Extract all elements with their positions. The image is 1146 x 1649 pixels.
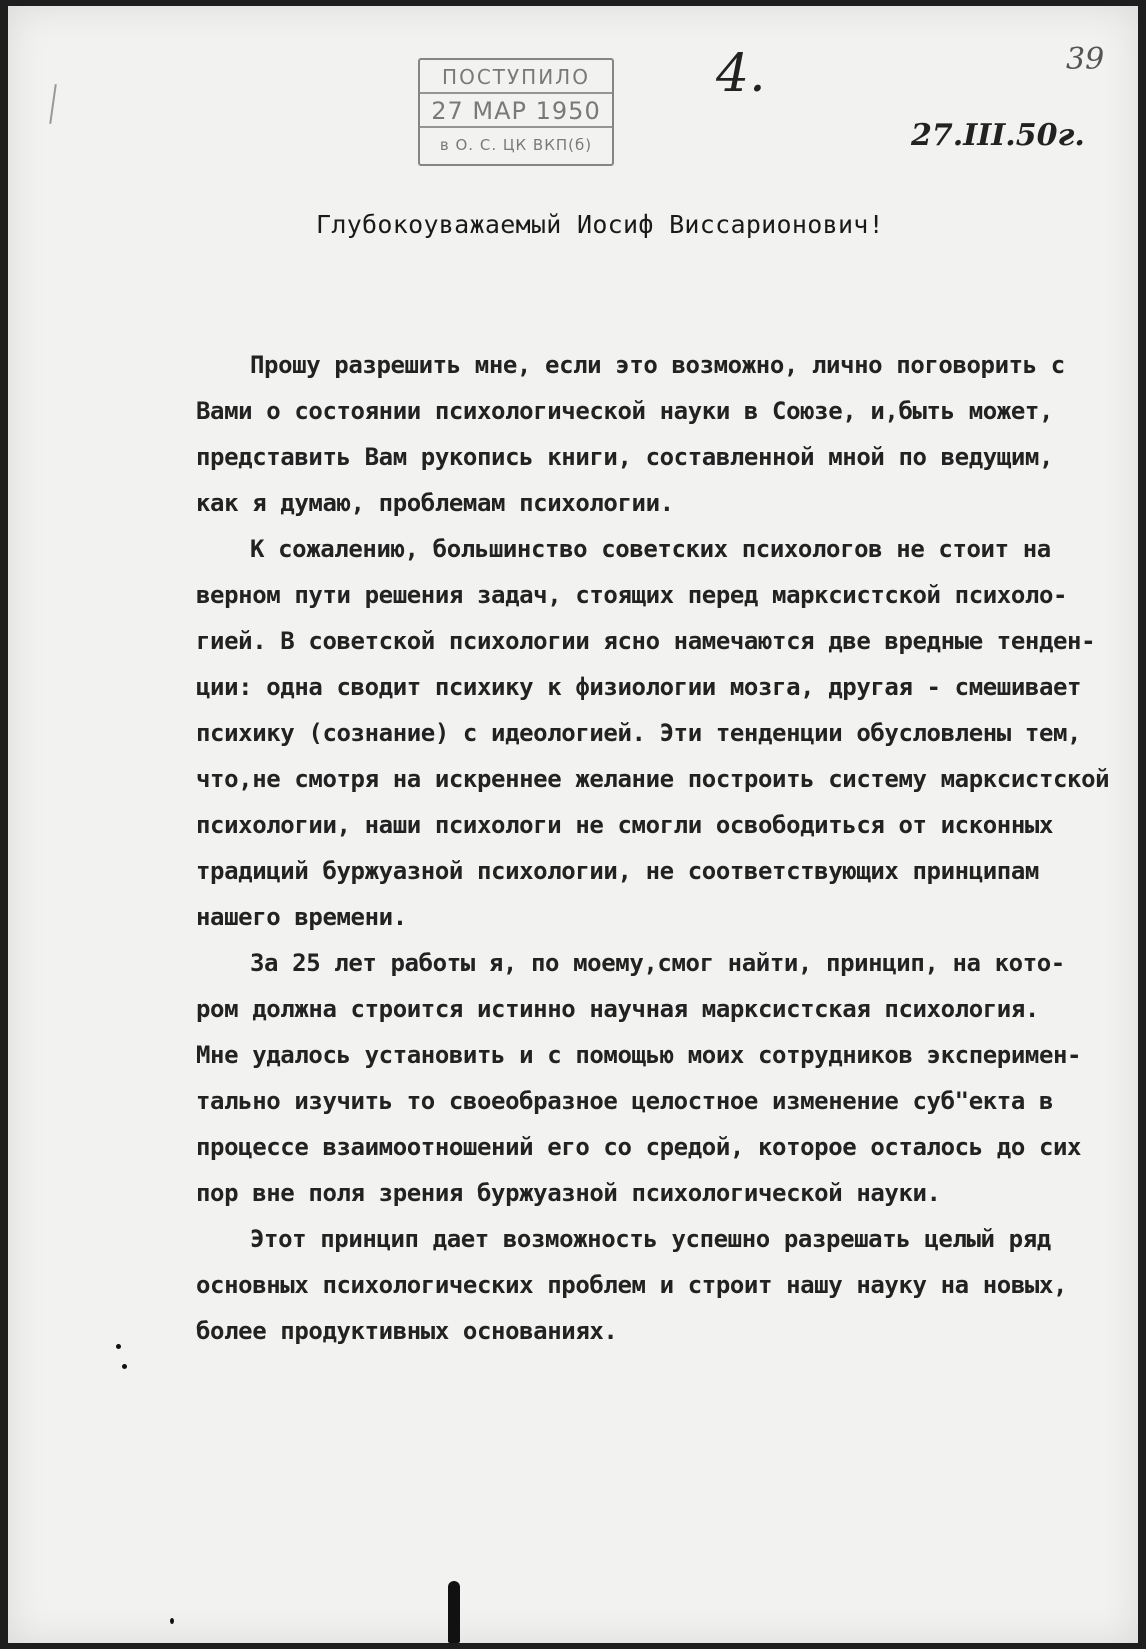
text-line: Вами о состоянии психологической науки в Союзе, и,быть может, bbox=[196, 397, 1054, 425]
text-line: ром должна строится истинно научная марксистская психология. bbox=[196, 995, 1039, 1023]
edge-mark bbox=[49, 84, 57, 124]
text-line: верном пути решения задач, стоящих перед марксистской психоло- bbox=[196, 581, 1068, 609]
paragraph-1 bbox=[196, 342, 1076, 526]
handwritten-page-number: 39 bbox=[1066, 42, 1105, 77]
handwritten-date: 27.III.50г. bbox=[911, 118, 1085, 153]
text-line: тально изучить то своеобразное целостное изменение суб"екта в bbox=[196, 1087, 1054, 1115]
text-line: ции: одна сводит психику к физиологии мозга, другая - смешивает bbox=[196, 673, 1082, 701]
text-line: психику (сознание) с идеологией. Эти тенденции обусловлены тем, bbox=[196, 719, 1082, 747]
stamp-line-date: 27 МАР 1950 bbox=[420, 94, 612, 128]
paragraph-2 bbox=[196, 526, 1110, 940]
salutation: Глубокоуважаемый Иосиф Виссарионович! bbox=[316, 210, 884, 239]
received-stamp bbox=[418, 58, 614, 166]
text-line: что,не смотря на искреннее желание построить систему марксистской bbox=[196, 765, 1110, 793]
text-line: более продуктивных основаниях. bbox=[196, 1317, 618, 1345]
text-line: нашего времени. bbox=[196, 903, 407, 931]
paragraph-4 bbox=[196, 1216, 1076, 1354]
text-line: психологии, наши психологи не смогли освободиться от исконных bbox=[196, 811, 1054, 839]
text-line: гией. В советской психологии ясно намечаются две вредные тенден- bbox=[196, 627, 1096, 655]
stamp-line-received: ПОСТУПИЛО bbox=[420, 60, 612, 94]
text-line: пор вне поля зрения буржуазной психологической науки. bbox=[196, 1179, 941, 1207]
document-page bbox=[8, 6, 1138, 1643]
ink-dot bbox=[122, 1364, 127, 1369]
stamp-line-department: в О. С. ЦК ВКП(б) bbox=[439, 136, 593, 154]
text-line: Этот принцип дает возможность успешно разрешать целый ряд bbox=[250, 1225, 1051, 1253]
text-line: процессе взаимоотношений его со средой, которое осталось до сих bbox=[196, 1133, 1082, 1161]
text-line: основных психологических проблем и строит нашу науку на новых, bbox=[196, 1271, 1068, 1299]
paragraph-3 bbox=[196, 940, 1082, 1216]
text-line: традиций буржуазной психологии, не соответствующих принципам bbox=[196, 857, 1039, 885]
handwritten-number: 4. bbox=[716, 44, 766, 104]
text-line: К сожалению, большинство советских психологов не стоит на bbox=[250, 535, 1051, 563]
ink-dot bbox=[170, 1618, 174, 1624]
ink-dot bbox=[116, 1344, 121, 1349]
text-line: За 25 лет работы я, по моему,смог найти, принцип, на кото- bbox=[250, 949, 1065, 977]
text-line: Прошу разрешить мне, если это возможно, лично поговорить с bbox=[250, 351, 1065, 379]
ink-stroke bbox=[448, 1581, 460, 1643]
text-line: как я думаю, проблемам психологии. bbox=[196, 489, 674, 517]
text-line: представить Вам рукопись книги, составленной мной по ведущим, bbox=[196, 443, 1054, 471]
letter-body bbox=[196, 342, 1110, 1354]
text-line: Мне удалось установить и с помощью моих сотрудников эксперимен- bbox=[196, 1041, 1082, 1069]
